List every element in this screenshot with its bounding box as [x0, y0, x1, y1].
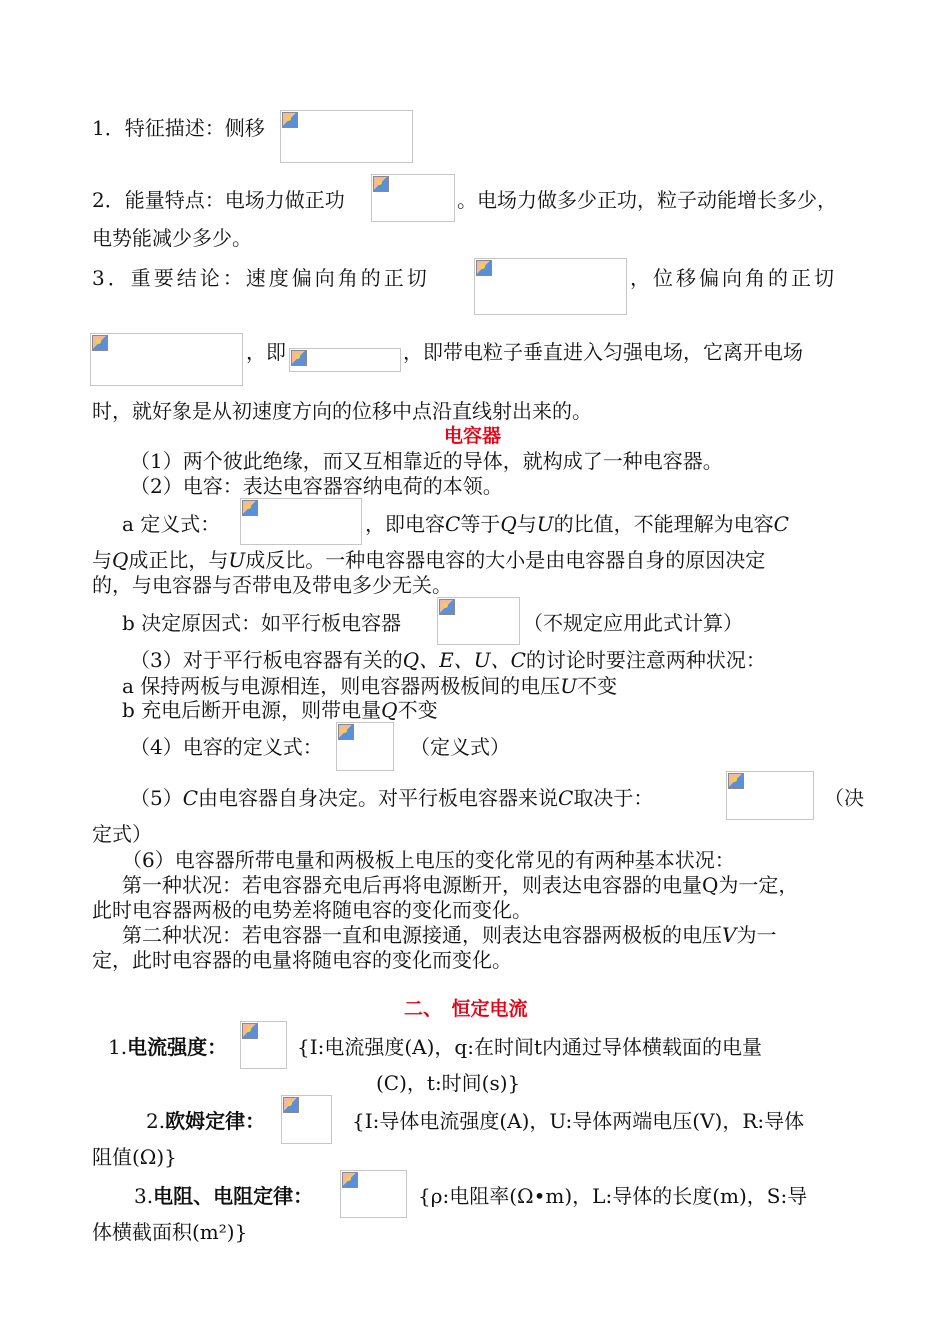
broken-image-icon: [342, 1172, 358, 1188]
cap-case2c: 定，此时电容器的电量将随电容的变化而变化。: [92, 948, 512, 972]
broken-image-icon: [476, 260, 492, 276]
cap-case1a: 第一种状况：若电容器充电后再将电源断开，则表达电容器的电量Q为一定，: [122, 873, 799, 897]
broken-image-icon: [373, 176, 389, 192]
broken-image-icon: [338, 724, 354, 740]
current-s1: 1.电流强度：: [108, 1035, 228, 1059]
line-3a: 3．重要结论：速度偏向角的正切: [92, 266, 430, 290]
cap-case1b: 此时电容器两极的电势差将随电容的变化而变化。: [92, 898, 532, 922]
cap-p6: （6）电容器所带电量和两极板上电压的变化常见的有两种基本状况：: [122, 848, 735, 872]
formula-image: [289, 348, 401, 372]
cap-p3-b: b 充电后断开电源，则带电量Q不变: [122, 698, 438, 722]
section-heading-capacitor: 电容器: [444, 425, 502, 447]
line-2c: 电势能减少多少。: [92, 226, 252, 250]
broken-image-icon: [439, 599, 455, 615]
cap-p4b: （定义式）: [410, 735, 510, 759]
formula-image: [280, 110, 413, 163]
formula-image: [240, 1021, 287, 1069]
line-2a: 2．能量特点：电场力做正功: [92, 188, 345, 212]
current-s3-desc2: 体横截面积(m²)}: [92, 1220, 248, 1244]
formula-image: [90, 333, 243, 386]
current-s3-desc: {ρ:电阻率(Ω•m)，L:导体的长度(m)，S:导: [418, 1184, 808, 1208]
formula-image: [340, 1170, 407, 1218]
cap-a-text: ，即电容C等于Q与U的比值，不能理解为电容C: [365, 512, 789, 536]
line-4a: ，即: [246, 340, 286, 364]
cap-p5: （5）C由电容器自身决定。对平行板电容器来说C取决于：: [130, 786, 654, 810]
formula-image: [474, 258, 627, 315]
broken-image-icon: [283, 1097, 299, 1113]
current-s3: 3.电阻、电阻定律：: [134, 1184, 314, 1208]
cap-b-prefix: b 决定原因式：如平行板电容器: [122, 611, 402, 635]
line-1: 1．特征描述：侧移: [92, 116, 265, 140]
broken-image-icon: [242, 500, 258, 516]
formula-image: [371, 174, 455, 222]
cap-p3: （3）对于平行板电容器有关的Q、E、U、C的讨论时要注意两种状况：: [130, 648, 766, 672]
cap-case2a: 第二种状况：若电容器一直和电源接通，则表达电容器两极板的电压V为一: [122, 923, 777, 947]
broken-image-icon: [92, 335, 108, 351]
cap-a-line3: 的，与电容器与否带电及带电多少无关。: [92, 573, 452, 597]
line-5: 时，就好象是从初速度方向的位移中点沿直线射出来的。: [92, 399, 592, 423]
cap-p5e: 定式）: [92, 822, 152, 846]
broken-image-icon: [728, 773, 744, 789]
current-s1-desc: {I:电流强度(A)，q:在时间t内通过导体横载面的电量: [297, 1035, 762, 1059]
cap-p5d: （决: [824, 786, 864, 810]
broken-image-icon: [282, 112, 298, 128]
broken-image-icon: [291, 350, 307, 366]
formula-image: [726, 771, 814, 820]
cap-p1: （1）两个彼此绝缘，而又互相靠近的导体，就构成了一种电容器。: [130, 449, 723, 473]
formula-image: [437, 597, 520, 645]
section-heading-current: 二、 恒定电流: [404, 998, 528, 1020]
formula-image: [281, 1095, 332, 1144]
current-s2-desc2: 阻值(Ω)}: [92, 1145, 177, 1169]
current-s2-desc: {I:导体电流强度(A)，U:导体两端电压(V)，R:导体: [352, 1109, 805, 1133]
line-2b: 。电场力做多少正功，粒子动能增长多少，: [457, 188, 837, 212]
cap-p2: （2）电容：表达电容器容纳电荷的本领。: [130, 474, 503, 498]
cap-a-prefix: a 定义式：: [122, 512, 221, 536]
cap-a-line2: 与Q成正比，与U成反比。一种电容器电容的大小是由电容器自身的原因决定: [92, 548, 766, 572]
formula-image: [240, 498, 362, 545]
current-s1-desc2: (C)，t:时间(s)}: [376, 1071, 521, 1095]
formula-image: [336, 722, 394, 771]
cap-p4a: （4）电容的定义式：: [130, 735, 323, 759]
broken-image-icon: [242, 1023, 258, 1039]
cap-p3-a: a 保持两板与电源相连，则电容器两极板间的电压U不变: [122, 674, 618, 698]
current-s2: 2.欧姆定律：: [146, 1109, 266, 1133]
cap-b-post: （不规定应用此式计算）: [523, 611, 743, 635]
line-3b: ，位移偏向角的正切: [630, 266, 837, 290]
line-4b: ，即带电粒子垂直进入匀强电场，它离开电场: [403, 340, 803, 364]
